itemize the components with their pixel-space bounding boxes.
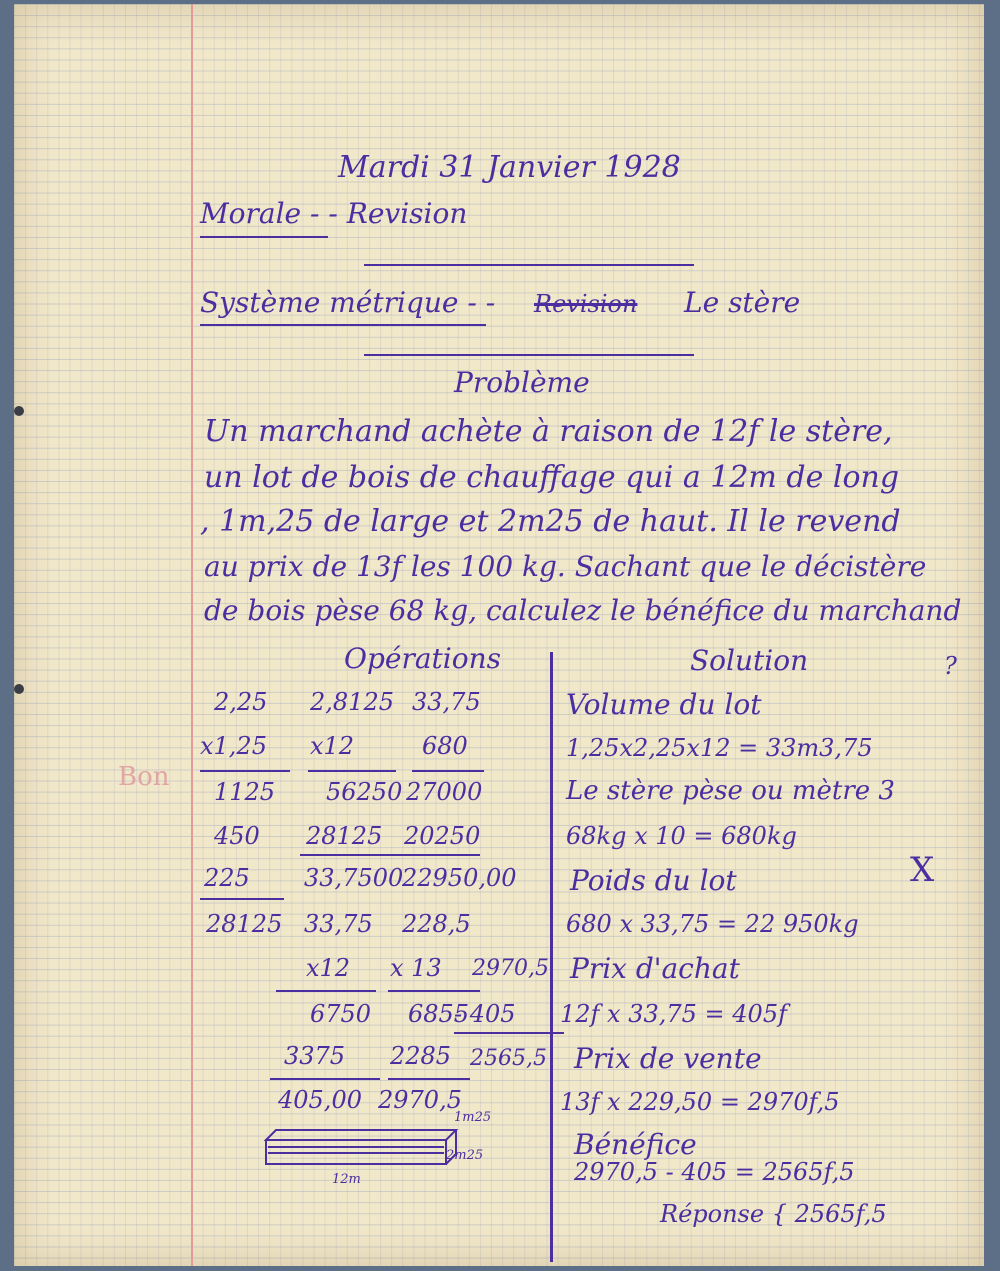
question-mark: ? bbox=[944, 652, 957, 680]
op-value: 56250 bbox=[326, 778, 403, 806]
separator-rule bbox=[364, 264, 694, 266]
solution-line: 680 x 33,75 = 22 950kg bbox=[566, 910, 859, 938]
struck-word: Revision bbox=[534, 290, 638, 318]
op-value: 680 bbox=[422, 732, 468, 760]
systeme-underline bbox=[200, 324, 486, 326]
check-mark: X bbox=[910, 850, 935, 890]
diagram-height-label: 2m25 bbox=[446, 1148, 484, 1163]
op-value: 28125 bbox=[206, 910, 283, 938]
op-value: 3375 bbox=[284, 1042, 346, 1070]
op-rule bbox=[300, 854, 480, 856]
solution-line: Prix d'achat bbox=[570, 952, 740, 985]
solution-line: 2970,5 - 405 = 2565f,5 bbox=[574, 1158, 855, 1186]
op-rule bbox=[200, 770, 290, 772]
solution-line: 1,25x2,25x12 = 33m3,75 bbox=[566, 734, 873, 762]
op-value: 450 bbox=[214, 822, 260, 850]
op-value: 33,75 bbox=[304, 910, 373, 938]
solution-line: 12f x 33,75 = 405f bbox=[560, 1000, 787, 1028]
op-rule bbox=[276, 990, 376, 992]
column-divider bbox=[550, 652, 553, 1262]
op-value: 2565,5 bbox=[470, 1046, 547, 1071]
solution-title: Solution bbox=[690, 644, 809, 677]
binding-hole bbox=[14, 406, 24, 416]
op-value: 28125 bbox=[306, 822, 383, 850]
op-rule bbox=[270, 1078, 380, 1080]
op-value: - 405 bbox=[454, 1000, 516, 1028]
op-value: 405,00 bbox=[278, 1086, 362, 1114]
op-value: 33,7500 bbox=[304, 864, 404, 892]
op-rule bbox=[308, 770, 396, 772]
op-value: x1,25 bbox=[200, 732, 267, 760]
operations-title: Opérations bbox=[344, 642, 501, 675]
solution-line: 68kg x 10 = 680kg bbox=[566, 822, 797, 850]
op-value: 2970,5 bbox=[378, 1086, 462, 1114]
op-value: 6855 bbox=[408, 1000, 470, 1028]
op-value: 33,75 bbox=[412, 688, 481, 716]
op-rule bbox=[412, 770, 484, 772]
op-rule bbox=[388, 990, 480, 992]
date-heading: Mardi 31 Janvier 1928 bbox=[338, 150, 681, 185]
margin-note: Bon bbox=[118, 762, 170, 792]
solution-line: 13f x 229,50 = 2970f,5 bbox=[560, 1088, 840, 1116]
diagram-length-label: 12m bbox=[332, 1172, 361, 1187]
op-value: 6750 bbox=[310, 1000, 372, 1028]
systeme-topic: Le stère bbox=[684, 286, 801, 319]
solution-line: Bénéfice bbox=[574, 1128, 697, 1161]
problem-line: de bois pèse 68 kg, calculez le bénéfice du marchand bbox=[204, 594, 962, 627]
op-value: x12 bbox=[306, 954, 351, 982]
op-value: 2,25 bbox=[214, 688, 268, 716]
solution-line: Volume du lot bbox=[566, 688, 762, 721]
problem-line: au prix de 13f les 100 kg. Sachant que le décistère bbox=[204, 550, 927, 583]
morale-underline bbox=[200, 236, 328, 238]
margin-line bbox=[191, 4, 193, 1266]
op-value: 22950,00 bbox=[402, 864, 517, 892]
op-value: 228,5 bbox=[402, 910, 471, 938]
wood-stack-diagram bbox=[260, 1122, 460, 1172]
op-rule bbox=[200, 898, 284, 900]
grid-paper-sheet bbox=[14, 4, 984, 1266]
problem-title: Problème bbox=[454, 366, 590, 399]
binding-hole bbox=[14, 684, 24, 694]
op-value: x12 bbox=[310, 732, 355, 760]
op-value: 27000 bbox=[406, 778, 483, 806]
solution-line: Le stère pèse ou mètre 3 bbox=[566, 776, 895, 806]
op-value: 2,8125 bbox=[310, 688, 394, 716]
morale-heading: Morale - - Revision bbox=[200, 197, 468, 230]
separator-rule bbox=[364, 354, 694, 356]
problem-line: Un marchand achète à raison de 12f le stère, bbox=[204, 414, 893, 449]
systeme-heading: Système métrique - - bbox=[200, 286, 496, 319]
problem-line: , 1m,25 de large et 2m25 de haut. Il le revend bbox=[200, 504, 901, 539]
solution-line: Réponse { 2565f,5 bbox=[660, 1200, 887, 1228]
op-value: 2970,5 bbox=[472, 956, 549, 981]
op-value: 225 bbox=[204, 864, 250, 892]
op-rule bbox=[454, 1032, 564, 1034]
solution-line: Poids du lot bbox=[570, 864, 737, 897]
op-value: x 13 bbox=[390, 954, 442, 982]
solution-line: Prix de vente bbox=[574, 1042, 762, 1075]
problem-line: un lot de bois de chauffage qui a 12m de long bbox=[204, 460, 900, 495]
op-value: 20250 bbox=[404, 822, 481, 850]
op-value: 1125 bbox=[214, 778, 276, 806]
diagram-width-label: 1m25 bbox=[454, 1110, 492, 1125]
op-rule bbox=[388, 1078, 470, 1080]
op-value: 2285 bbox=[390, 1042, 452, 1070]
